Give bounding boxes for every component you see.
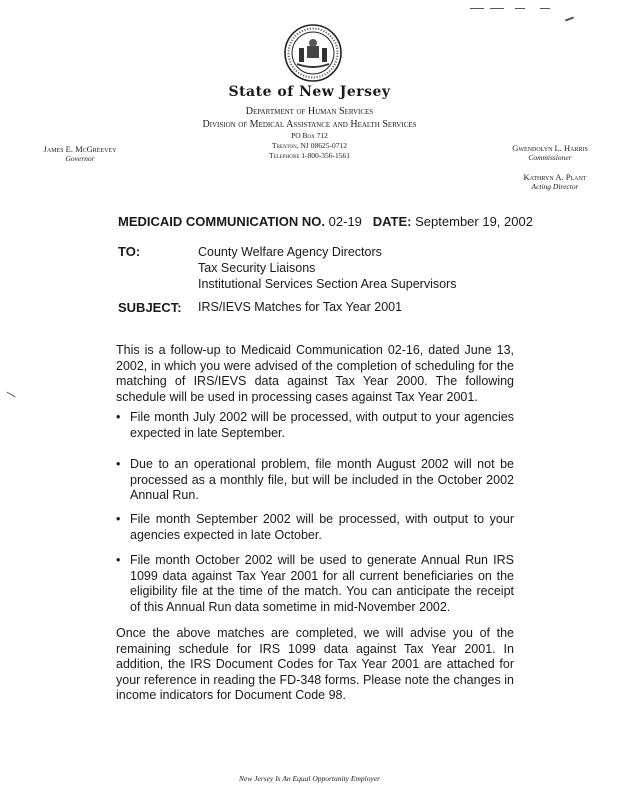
department-name: Department of Human Services xyxy=(245,106,374,117)
bullet-text: File month July 2002 will be processed, with output to your agencies expected in late September. xyxy=(130,410,514,440)
governor-name: James E. McGreevey xyxy=(43,144,117,154)
recipient-item: County Welfare Agency Directors xyxy=(198,245,382,259)
telephone: Telephone 1-800-356-1561 xyxy=(268,151,351,160)
director-name: Kathryn A. Plant xyxy=(523,172,587,182)
bullet-text: Due to an operational problem, file month August 2002 will not be processed as a monthly file, but will be included in the October 2002 Annual Run. xyxy=(130,457,514,502)
governor-block xyxy=(30,144,130,163)
scan-mark xyxy=(490,8,504,9)
city-address: Trenton, NJ 08625-0712 xyxy=(272,141,347,150)
scan-mark xyxy=(565,17,574,22)
closing-paragraph: Once the above matches are completed, we will advise you of the remaining schedule for IRS 1099 data against Tax Year 2001. In addition, the IRS Document Codes for Tax Year 2001 are attached for your reference in reading the FD-348 forms. Please note the changes in income indicators for Document Code 98. xyxy=(116,626,514,702)
commissioner-block xyxy=(490,143,610,162)
bullet-icon: • xyxy=(116,457,121,471)
commissioner-name: Gwendolyn L. Harris xyxy=(512,143,588,153)
recipient-item: Institutional Services Section Area Supervisors xyxy=(198,277,457,291)
scan-mark xyxy=(515,8,525,9)
bullet-text: File month September 2002 will be processed, with output to your agencies expected in late October. xyxy=(130,512,514,542)
communication-header xyxy=(118,214,533,229)
scan-mark xyxy=(540,8,550,9)
bullet-icon: • xyxy=(116,553,121,567)
communication-number: 02-19 xyxy=(328,214,362,229)
governor-title: Governor xyxy=(65,154,95,163)
bullet-text: File month October 2002 will be used to generate Annual Run IRS 1099 data against Tax Year 2001 for all current beneficiaries on the eligibility file at the time of the match. You can anticipate the receipt of this Annual Run data sometime in mid-November 2002. xyxy=(130,553,514,614)
bullet-icon: • xyxy=(116,410,121,424)
commissioner-title: Commissioner xyxy=(528,153,572,162)
communication-label: MEDICAID COMMUNICATION NO. xyxy=(118,214,326,229)
date-label: DATE: xyxy=(372,214,412,229)
recipient-item: Tax Security Liaisons xyxy=(198,261,316,275)
scan-mark xyxy=(6,392,15,398)
intro-paragraph: This is a follow-up to Medicaid Communication 02-16, dated June 13, 2002, in which you were advised of the completion of scheduling for the matching of IRS/IEVS data against Tax Year 2000. The following schedule will be used in processing cases against Tax Year 2001. xyxy=(116,343,514,404)
division-name: Division of Medical Assistance and Health Services xyxy=(202,119,417,130)
subject-label: SUBJECT: xyxy=(118,300,182,315)
bullet-icon: • xyxy=(116,512,121,526)
subject-text: IRS/IEVS Matches for Tax Year 2001 xyxy=(198,300,403,314)
director-block xyxy=(500,172,610,191)
communication-date: September 19, 2002 xyxy=(415,214,533,229)
state-name-heading: State of New Jersey xyxy=(228,84,391,100)
recipient-list xyxy=(198,244,456,292)
to-label: TO: xyxy=(118,244,141,259)
director-title: Acting Director xyxy=(531,182,579,191)
scan-mark xyxy=(470,8,484,9)
state-seal-icon xyxy=(283,22,343,84)
po-box: PO Box 712 xyxy=(291,131,328,140)
footer-eoe: New Jersey Is An Equal Opportunity Employer xyxy=(238,774,381,783)
